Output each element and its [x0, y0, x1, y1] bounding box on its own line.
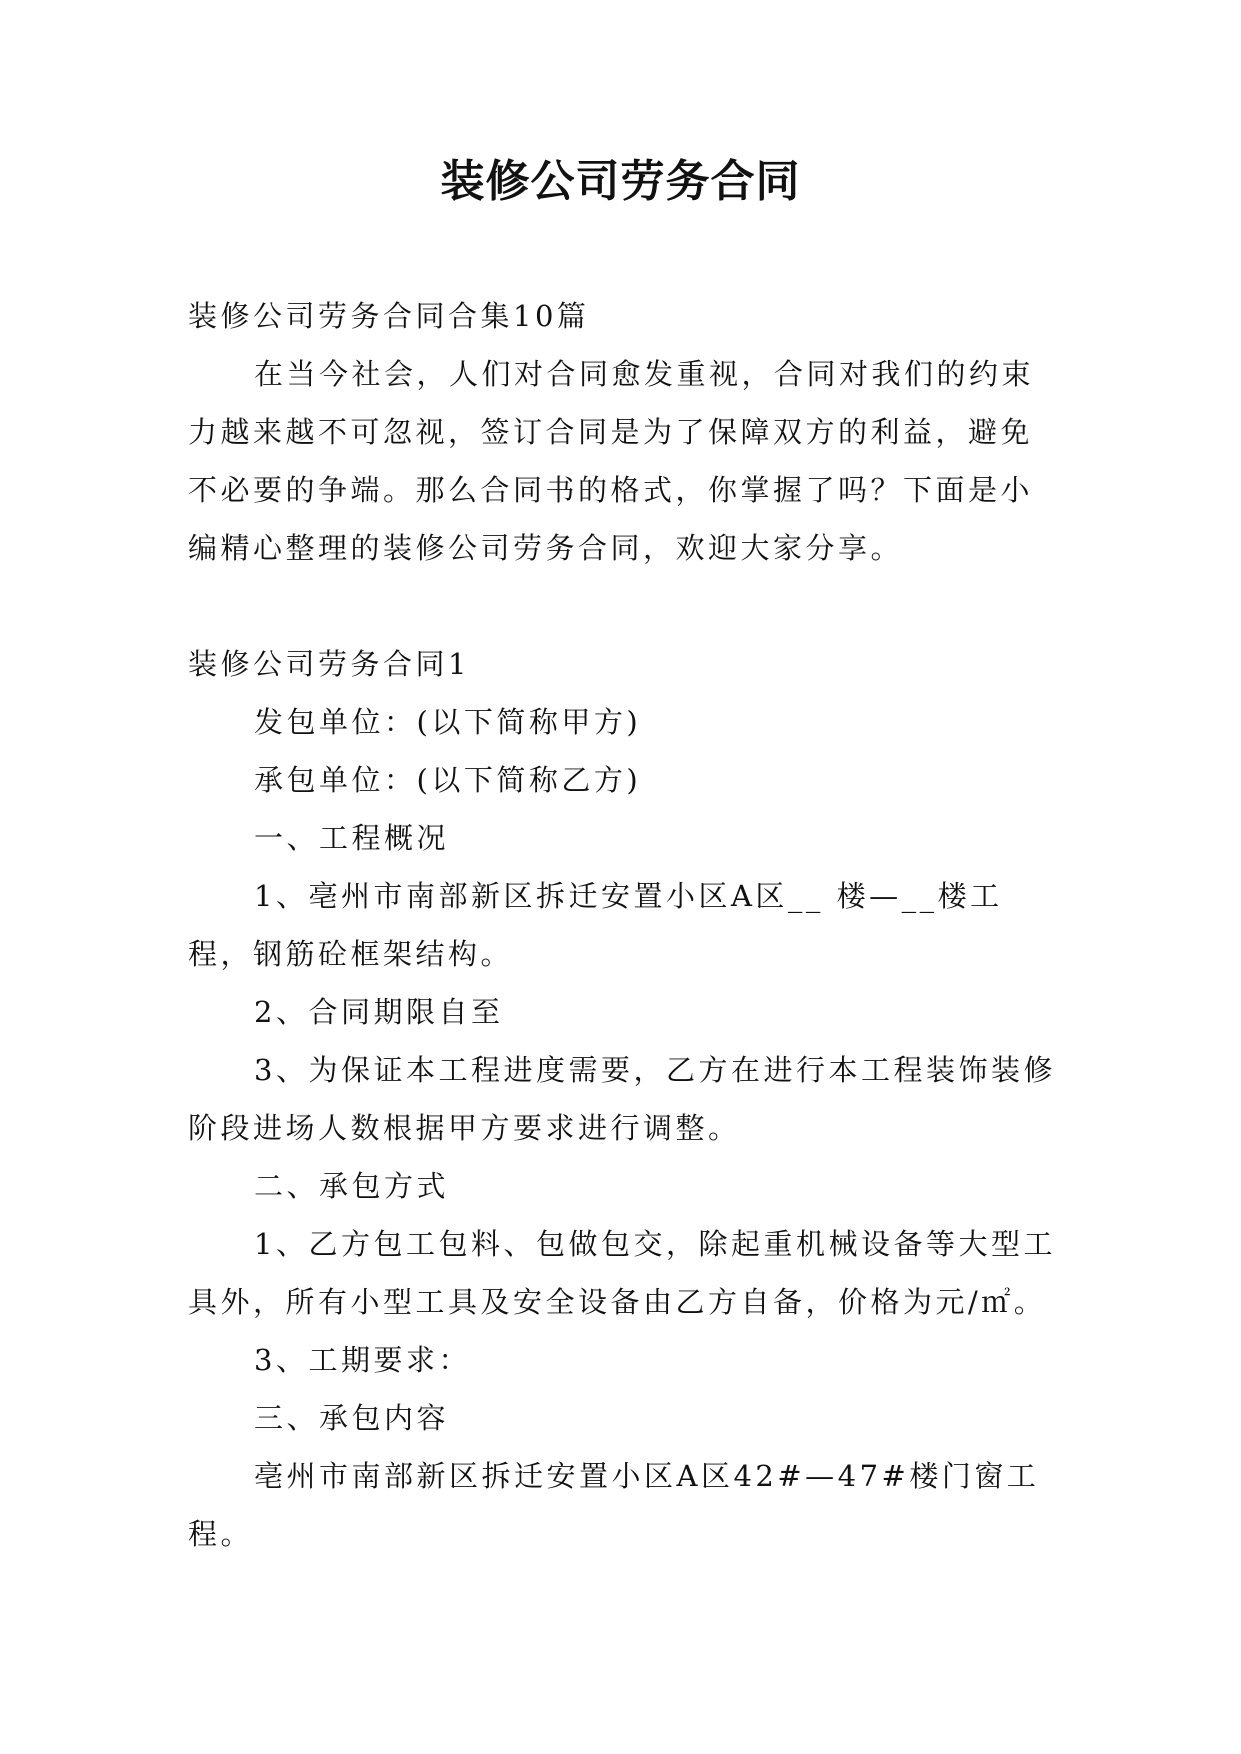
section-heading: 装修公司劳务合同1: [188, 647, 470, 681]
clause-heading-project-overview: 一、工程概况: [254, 821, 450, 855]
clause-item-labor-materials: 1、乙方包工包料、包做包交，除起重机械设备等大型工具外，所有小型工具及安全设备由乙方自备，价格为元/㎡。: [188, 1227, 1056, 1319]
clause-item-staffing: 3、为保证本工程进度需要，乙方在进行本工程装饰装修阶段进场人数根据甲方要求进行调整。: [188, 1053, 1056, 1145]
paragraph-spacer: [188, 577, 1056, 635]
document-title: 装修公司劳务合同: [440, 156, 801, 207]
intro-paragraph: 在当今社会，人们对合同愈发重视，合同对我们的约束力越来越不可忽视，签订合同是为了保障双方的利益，避免不必要的争端。那么合同书的格式，你掌握了吗？下面是小编精心整理的装修公司劳务合同，欢迎大家分享。: [188, 357, 1035, 565]
party-a-line: 发包单位：(以下简称甲方): [254, 705, 642, 739]
clause-item-schedule: 3、工期要求：: [254, 1343, 471, 1377]
clause-heading-contract-content: 三、承包内容: [254, 1401, 450, 1435]
clause-item-contract-term: 2、合同期限自至: [254, 995, 504, 1029]
clause-heading-contract-method: 二、承包方式: [254, 1169, 450, 1203]
document-body: [188, 287, 1056, 1563]
party-b-line: 承包单位：(以下简称乙方): [254, 763, 642, 797]
clause-item-project-location: 1、亳州市南部新区拆迁安置小区A区__ 楼—__楼工程，钢筋砼框架结构。: [188, 879, 1003, 971]
clause-item-scope: 亳州市南部新区拆迁安置小区A区42#—47#楼门窗工程。: [188, 1459, 1040, 1551]
collection-subtitle: 装修公司劳务合同合集10篇: [188, 299, 590, 333]
